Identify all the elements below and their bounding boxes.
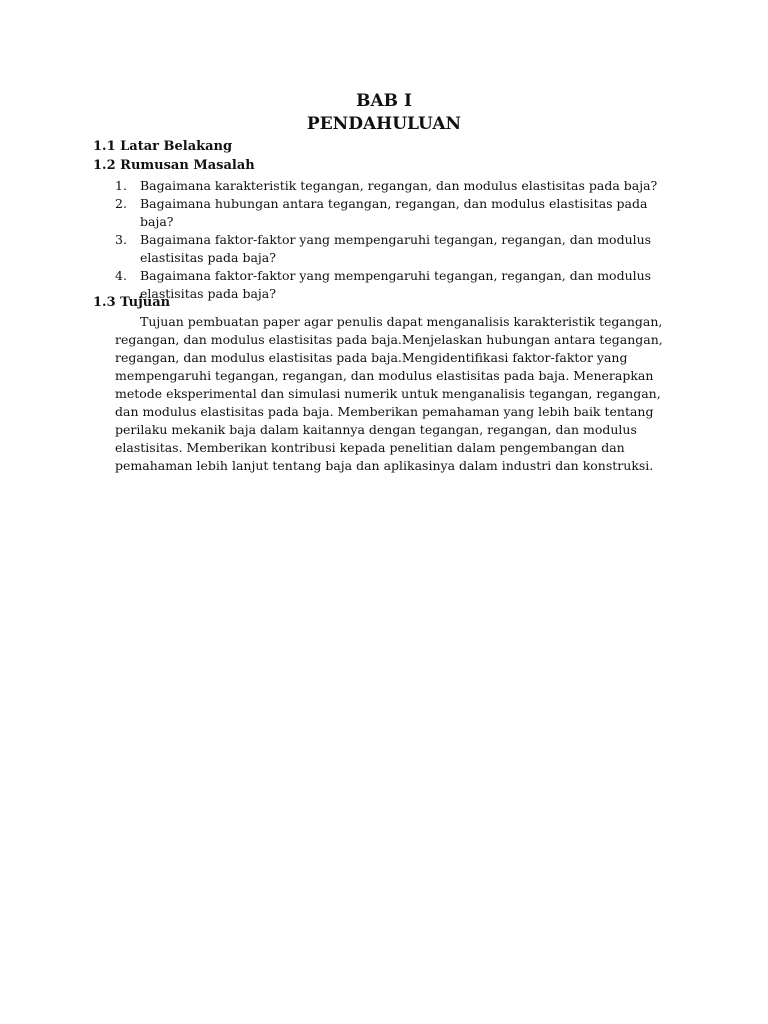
chapter-title: PENDAHULUAN: [306, 114, 462, 134]
list-item: [115, 267, 675, 303]
list-item-number: 2.: [115, 196, 127, 211]
list-item: [115, 195, 675, 231]
tujuan-paragraph: Tujuan pembuatan paper agar penulis dapat menganalisis karakteristik tegangan, regangan, dan modulus elastisitas pada baja.Menjelaskan hubungan antara tegangan, regangan, dan modulus elastisitas pada baja.Mengidentifikasi faktor-faktor yang mempengaruhi tegangan, regangan, dan modulus elastisitas pada baja. Menerapkan metode eksperimental dan simulasi numerik untuk menganalisis tegangan, regangan, dan modulus elastisitas pada baja. Memberikan pemahaman yang lebih baik tentang perilaku mekanik baja dalam kaitannya dengan tegangan, regangan, dan modulus elastisitas. Memberikan kontribusi kepada penelitian dalam pengembangan dan pemahaman lebih lanjut tentang baja dan aplikasinya dalam industri dan konstruksi.: [115, 314, 663, 473]
rumusan-masalah-list: [115, 177, 675, 303]
list-item: [115, 231, 675, 267]
list-item-text: Bagaimana hubungan antara tegangan, regangan, dan modulus elastisitas pada baja?: [140, 196, 648, 229]
section-heading-latar-belakang: 1.1 Latar Belakang: [93, 139, 233, 154]
list-item-number: 1.: [115, 178, 127, 193]
list-item-text: Bagaimana karakteristik tegangan, regangan, dan modulus elastisitas pada baja?: [140, 178, 658, 193]
section-heading-rumusan-masalah: 1.2 Rumusan Masalah: [93, 158, 255, 173]
chapter-number: BAB I: [356, 91, 412, 111]
list-item-number: 4.: [115, 268, 127, 283]
list-item-text: Bagaimana faktor-faktor yang mempengaruhi tegangan, regangan, dan modulus elastisitas pada baja?: [140, 232, 652, 265]
list-item: [115, 177, 675, 195]
list-item-number: 3.: [115, 232, 127, 247]
section-heading-tujuan: 1.3 Tujuan: [93, 295, 171, 310]
list-item-text: Bagaimana faktor-faktor yang mempengaruhi tegangan, regangan, dan modulus elastisitas pada baja?: [140, 268, 652, 301]
